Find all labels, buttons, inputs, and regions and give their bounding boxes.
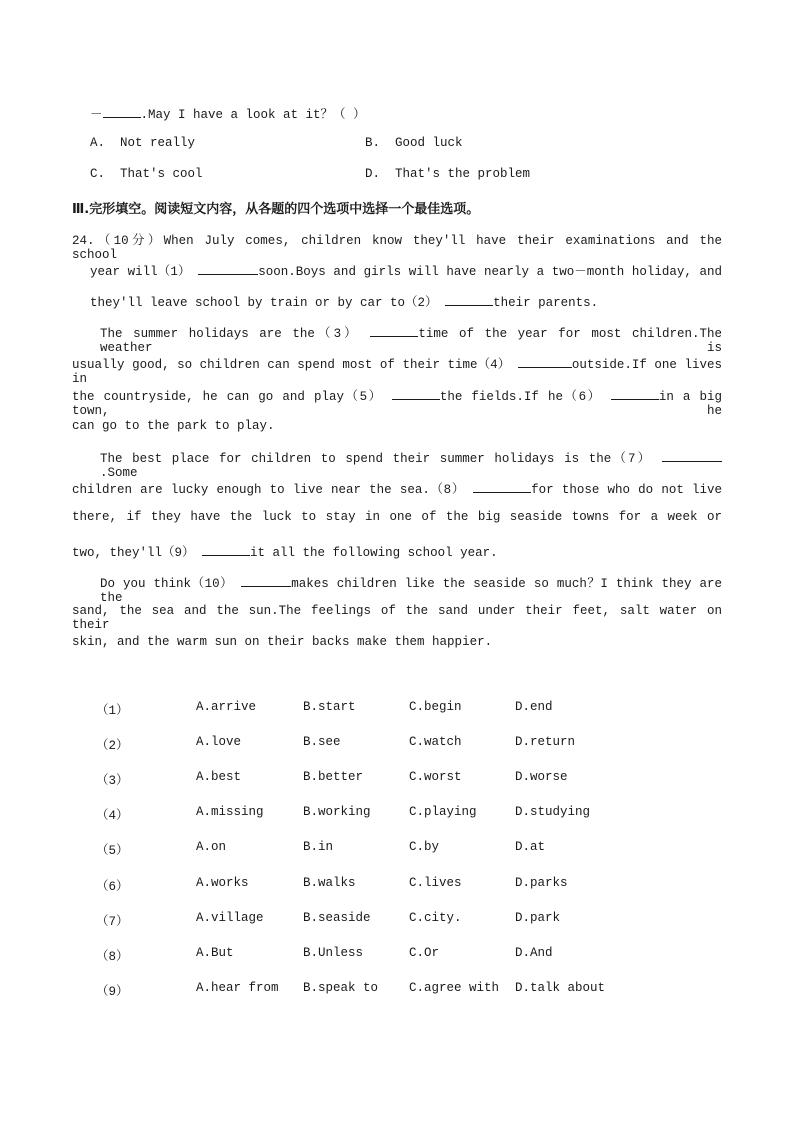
- passage-text: usually good, so children can spend most of their time（4）: [72, 358, 511, 372]
- choice-option-a[interactable]: A.But: [196, 946, 234, 960]
- option-letter: D.: [365, 167, 381, 181]
- passage-text: outside.If one lives in: [72, 358, 722, 386]
- choice-number: （6）: [96, 880, 129, 894]
- passage-line: [72, 354, 722, 386]
- passage-text: Do you think（10）: [100, 577, 234, 591]
- choice-option-a[interactable]: A.on: [196, 840, 227, 854]
- passage-line: [100, 323, 722, 355]
- choice-option-d[interactable]: D.park: [515, 911, 561, 925]
- passage-line: [72, 542, 498, 560]
- option-text: That's cool: [120, 167, 203, 181]
- q23-option-a[interactable]: [90, 136, 195, 150]
- passage-line: [72, 386, 722, 418]
- choice-option-c[interactable]: C.city.: [409, 911, 462, 925]
- choice-option-b[interactable]: B.in: [303, 840, 334, 854]
- choice-option-d[interactable]: D.parks: [515, 876, 568, 890]
- choice-option-b[interactable]: B.start: [303, 700, 356, 714]
- passage-text: The best place for children to spend their summer holidays is the（7）: [100, 452, 653, 466]
- choice-number: （5）: [96, 844, 129, 858]
- passage-line: sand, the sea and the sun.The feelings of the sand under their feet, salt water on their: [72, 604, 722, 632]
- choice-option-b[interactable]: B.see: [303, 735, 341, 749]
- choice-option-d[interactable]: D.studying: [515, 805, 591, 819]
- passage-text: the countryside, he can go and play（5）: [72, 390, 383, 404]
- passage-line: skin, and the warm sun on their backs make them happier.: [72, 635, 493, 649]
- choice-option-b[interactable]: B.better: [303, 770, 364, 784]
- blank-7[interactable]: [662, 450, 722, 462]
- blank-10[interactable]: [241, 575, 291, 587]
- choice-option-d[interactable]: D.And: [515, 946, 553, 960]
- choice-option-b[interactable]: B.walks: [303, 876, 356, 890]
- blank-1[interactable]: [198, 263, 258, 275]
- choice-option-c[interactable]: C.watch: [409, 735, 462, 749]
- passage-text: time of the year for most children.The weather is: [100, 327, 722, 355]
- choice-number: （4）: [96, 809, 129, 823]
- choice-option-d[interactable]: D.at: [515, 840, 546, 854]
- section-heading: Ⅲ.完形填空。阅读短文内容，从各题的四个选项中选择一个最佳选项。: [72, 202, 480, 217]
- choice-option-a[interactable]: A.village: [196, 911, 264, 925]
- q23-prompt-text: .May I have a look at it？（ ）: [140, 108, 366, 122]
- blank-8[interactable]: [473, 481, 531, 493]
- choice-number: （1）: [96, 704, 129, 718]
- option-letter: B.: [365, 136, 381, 150]
- passage-line: 24.（10分）When July comes, children know they'll have their examinations and the school: [72, 234, 722, 262]
- passage-text: makes children like the seaside so much？I think they are the: [100, 577, 722, 605]
- passage-text: for those who do not live: [531, 483, 723, 497]
- choice-option-d[interactable]: D.return: [515, 735, 576, 749]
- choice-number: （8）: [96, 950, 129, 964]
- passage-line: can go to the park to play.: [72, 419, 275, 433]
- passage-text: The summer holidays are the（3）: [100, 327, 360, 341]
- choice-number: （9）: [96, 985, 129, 999]
- option-text: Not really: [120, 136, 196, 150]
- q23-prompt: [90, 104, 366, 122]
- choice-option-c[interactable]: C.lives: [409, 876, 462, 890]
- passage-text: .Some: [100, 466, 138, 480]
- choice-option-d[interactable]: D.end: [515, 700, 553, 714]
- choice-option-d[interactable]: D.talk about: [515, 981, 606, 995]
- option-text: Good luck: [395, 136, 463, 150]
- passage-text: it all the following school year.: [250, 546, 498, 560]
- passage-line: [100, 573, 722, 605]
- passage-text: two, they'll（9）: [72, 546, 195, 560]
- passage-text: they'll leave school by train or by car to（2）: [90, 296, 438, 310]
- passage-line: [90, 292, 598, 310]
- choice-option-c[interactable]: C.by: [409, 840, 440, 854]
- blank-3[interactable]: [370, 325, 418, 337]
- choice-number: （3）: [96, 774, 129, 788]
- choice-option-a[interactable]: A.arrive: [196, 700, 257, 714]
- choice-option-b[interactable]: B.seaside: [303, 911, 371, 925]
- q23-option-b[interactable]: [365, 136, 463, 150]
- passage-line: there, if they have the luck to stay in one of the big seaside towns for a week or: [72, 510, 722, 524]
- blank-4[interactable]: [518, 356, 572, 368]
- choice-option-b[interactable]: B.speak to: [303, 981, 379, 995]
- choice-option-c[interactable]: C.Or: [409, 946, 440, 960]
- choice-option-a[interactable]: A.works: [196, 876, 249, 890]
- passage-line: [72, 479, 722, 497]
- choice-number: （2）: [96, 739, 129, 753]
- passage-text: the fields.If he（6）: [439, 390, 602, 404]
- q23-dash: －: [90, 108, 103, 122]
- choice-option-b[interactable]: B.Unless: [303, 946, 364, 960]
- passage-line: [100, 448, 722, 480]
- choice-option-a[interactable]: A.best: [196, 770, 242, 784]
- blank-5[interactable]: [392, 388, 440, 400]
- blank-6[interactable]: [611, 388, 659, 400]
- q23-option-d[interactable]: [365, 167, 530, 181]
- choice-option-a[interactable]: A.love: [196, 735, 242, 749]
- q23-option-c[interactable]: [90, 167, 203, 181]
- choice-option-a[interactable]: A.missing: [196, 805, 264, 819]
- choice-option-d[interactable]: D.worse: [515, 770, 568, 784]
- passage-text: their parents.: [493, 296, 599, 310]
- passage-text: year will（1）: [90, 265, 191, 279]
- choice-option-c[interactable]: C.playing: [409, 805, 477, 819]
- choice-option-a[interactable]: A.hear from: [196, 981, 279, 995]
- passage-text: soon.Boys and girls will have nearly a two－month holiday, and: [258, 265, 723, 279]
- choice-option-b[interactable]: B.working: [303, 805, 371, 819]
- option-letter: A.: [90, 136, 106, 150]
- passage-text: in a big town, he: [72, 390, 722, 418]
- blank-9[interactable]: [202, 544, 250, 556]
- passage-line: [90, 261, 722, 279]
- option-text: That's the problem: [395, 167, 531, 181]
- passage-text: children are lucky enough to live near the sea.（8）: [72, 483, 465, 497]
- choice-option-c[interactable]: C.worst: [409, 770, 462, 784]
- option-letter: C.: [90, 167, 106, 181]
- choice-number: （7）: [96, 915, 129, 929]
- choice-option-c[interactable]: C.begin: [409, 700, 462, 714]
- blank-2[interactable]: [445, 294, 493, 306]
- choice-option-c[interactable]: C.agree with: [409, 981, 500, 995]
- q23-blank[interactable]: [103, 106, 141, 118]
